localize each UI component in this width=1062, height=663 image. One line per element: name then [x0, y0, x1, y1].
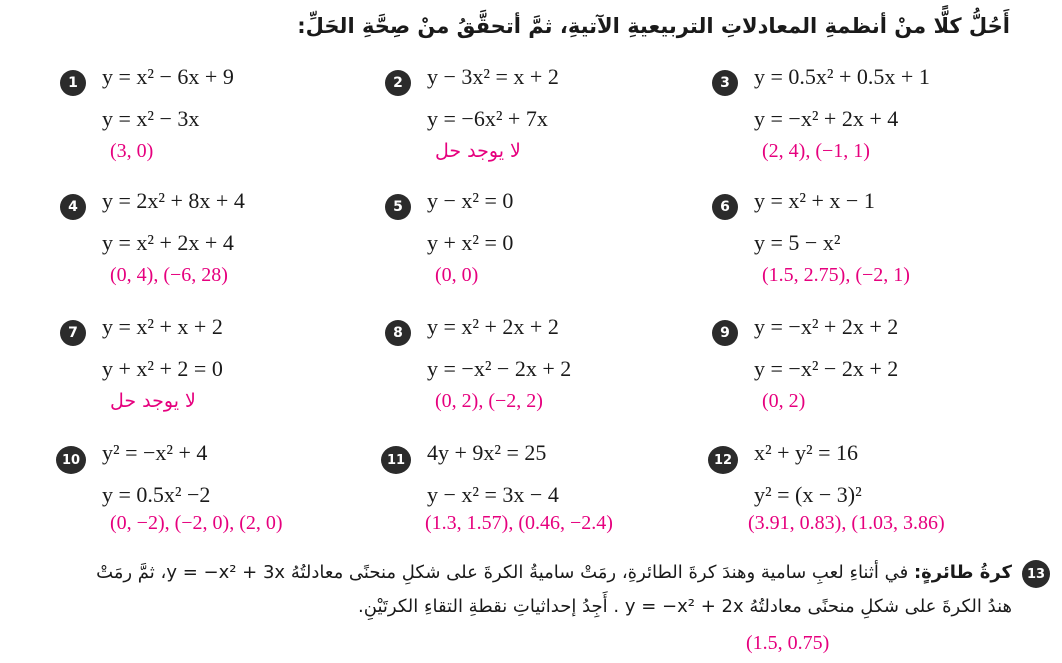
problem-number-badge: 12	[708, 446, 738, 474]
instruction-heading: أَحُلُّ كلًّا منْ أنظمةِ المعادلاتِ التربيعيةِ الآتيةِ، ثمَّ أتحقَّقُ منْ صِحَّةِ الحَلِّ:	[297, 14, 1010, 38]
equation-1: y² = −x² + 4	[102, 440, 208, 465]
problem-number-badge: 10	[56, 446, 86, 474]
equation-2: y² = (x − 3)²	[754, 482, 862, 507]
answer: (1.3, 1.57), (0.46, −2.4)	[425, 512, 613, 534]
equation-2: y = 0.5x² −2	[102, 482, 211, 507]
equation-2: y = −x² + 2x + 4	[754, 106, 899, 131]
problem-13-text-1: في أثناءِ لعبِ سامية وهندَ كرةَ الطائرةِ، رمَتْ ساميةُ الكرةَ على شكلِ منحنًى معادلتُهُ y = −x² + 3x، ثمَّ رمَتْ	[96, 562, 909, 583]
equation-2: y + x² = 0	[427, 230, 514, 255]
answer: (3, 0)	[110, 140, 154, 162]
equation-1: y − x² = 0	[427, 188, 514, 213]
equation-1: 4y + 9x² = 25	[427, 440, 547, 465]
answer: (0, 2), (−2, 2)	[435, 390, 543, 412]
equation-1: y = x² + x + 2	[102, 314, 223, 339]
problem-number-badge: 4	[60, 194, 86, 220]
problem-number-badge: 5	[385, 194, 411, 220]
answer: (0, −2), (−2, 0), (2, 0)	[110, 512, 283, 534]
answer: (1.5, 2.75), (−2, 1)	[762, 264, 910, 286]
equation-1: y = x² + 2x + 2	[427, 314, 559, 339]
problem-number-badge-13: 13	[1022, 560, 1050, 588]
answer: (2, 4), (−1, 1)	[762, 140, 870, 162]
equation-2: y = −x² − 2x + 2	[754, 356, 899, 381]
equation-2: y = x² − 3x	[102, 106, 200, 131]
equation-1: y = 2x² + 8x + 4	[102, 188, 245, 213]
answer: لا يوجد حل	[435, 140, 521, 162]
problem-13-line-2: هندُ الكرةَ على شكلِ منحنًى معادلتُهُ y = −x² + 2x . أَجِدُ إحداثياتِ نقطةِ التقاءِ الكرتَيْنِ.	[358, 596, 1012, 617]
equation-1: y = 0.5x² + 0.5x + 1	[754, 64, 930, 89]
answer: (0, 0)	[435, 264, 479, 286]
equation-2: y = −6x² + 7x	[427, 106, 548, 131]
equation-1: y − 3x² = x + 2	[427, 64, 559, 89]
problem-13-answer: (1.5, 0.75)	[746, 632, 830, 654]
problem-13-title: كرةُ طائرةٍ:	[913, 562, 1012, 583]
equation-2: y = 5 − x²	[754, 230, 841, 255]
equation-1: y = x² + x − 1	[754, 188, 875, 213]
equation-2: y = x² + 2x + 4	[102, 230, 234, 255]
equation-1: y = −x² + 2x + 2	[754, 314, 899, 339]
problem-number-badge: 7	[60, 320, 86, 346]
answer: (3.91, 0.83), (1.03, 3.86)	[748, 512, 945, 534]
problem-number-badge: 6	[712, 194, 738, 220]
answer: (0, 4), (−6, 28)	[110, 264, 228, 286]
equation-2: y + x² + 2 = 0	[102, 356, 223, 381]
answer: لا يوجد حل	[110, 390, 196, 412]
equation-2: y = −x² − 2x + 2	[427, 356, 572, 381]
problem-number-badge: 1	[60, 70, 86, 96]
problem-number-badge: 9	[712, 320, 738, 346]
equation-1: y = x² − 6x + 9	[102, 64, 234, 89]
problem-13-line-1	[96, 562, 1012, 583]
problem-number-badge: 3	[712, 70, 738, 96]
problem-number-badge: 11	[381, 446, 411, 474]
equation-2: y − x² = 3x − 4	[427, 482, 559, 507]
equation-1: x² + y² = 16	[754, 440, 859, 465]
answer: (0, 2)	[762, 390, 806, 412]
problem-number-badge: 8	[385, 320, 411, 346]
problem-number-badge: 2	[385, 70, 411, 96]
